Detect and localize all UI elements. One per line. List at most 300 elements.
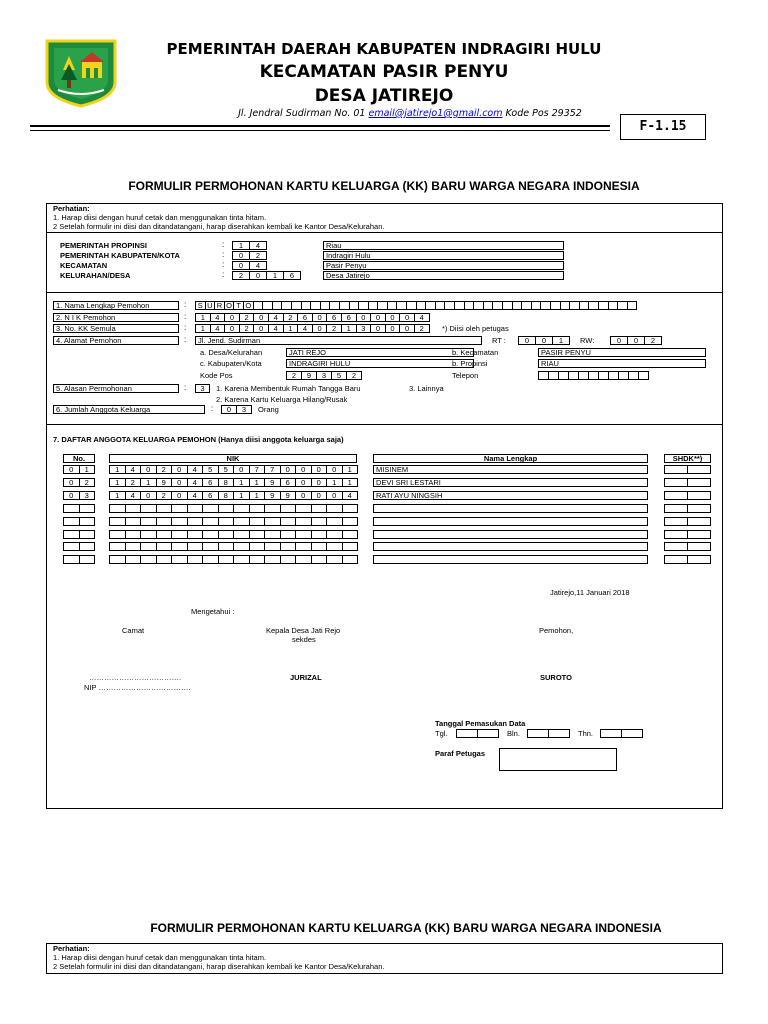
cell[interactable] xyxy=(280,517,297,526)
cell[interactable]: 2 xyxy=(125,478,142,487)
cell[interactable]: 0 xyxy=(610,336,628,345)
cell[interactable] xyxy=(125,555,142,564)
member-name-field[interactable] xyxy=(373,504,648,513)
cell[interactable] xyxy=(326,517,343,526)
cell[interactable] xyxy=(280,542,297,551)
cell[interactable] xyxy=(295,542,312,551)
cell[interactable]: 0 xyxy=(326,465,343,474)
cell[interactable]: 0 xyxy=(356,313,372,322)
name-cells[interactable] xyxy=(195,301,637,310)
cell[interactable] xyxy=(171,504,188,513)
members-cells[interactable] xyxy=(221,405,252,414)
member-no-cells[interactable] xyxy=(63,555,95,564)
cell[interactable]: 1 xyxy=(266,271,284,280)
cell[interactable]: 1 xyxy=(233,478,250,487)
cell[interactable]: 0 xyxy=(370,324,386,333)
cell[interactable]: 0 xyxy=(224,324,240,333)
colon: : xyxy=(184,383,187,392)
kabupaten-field[interactable]: INDRAGIRI HULU xyxy=(286,359,474,368)
cell[interactable] xyxy=(638,371,649,380)
cell[interactable]: 2 xyxy=(232,271,250,280)
cell[interactable] xyxy=(233,542,250,551)
cell[interactable] xyxy=(264,504,281,513)
cell[interactable] xyxy=(664,478,688,487)
member-no-cells[interactable] xyxy=(63,478,95,487)
cell[interactable] xyxy=(63,517,80,526)
cell[interactable]: 4 xyxy=(342,491,359,500)
cell[interactable]: 4 xyxy=(297,324,313,333)
region-name-field[interactable]: Desa Jatirejo xyxy=(323,271,564,280)
cell[interactable] xyxy=(342,504,359,513)
cell[interactable] xyxy=(687,542,711,551)
cell[interactable]: O xyxy=(243,301,254,310)
thn-cells[interactable] xyxy=(600,729,643,738)
cell[interactable]: 4 xyxy=(125,465,142,474)
cell[interactable]: 1 xyxy=(283,324,299,333)
cell[interactable] xyxy=(63,504,80,513)
cell[interactable] xyxy=(342,517,359,526)
cell[interactable] xyxy=(140,542,157,551)
cell[interactable]: 5 xyxy=(331,371,347,380)
member-nik-cells[interactable] xyxy=(109,504,358,513)
cell[interactable] xyxy=(664,555,688,564)
member-name-field[interactable]: DEVI SRI LESTARI xyxy=(373,478,648,487)
cell[interactable] xyxy=(79,517,96,526)
cell[interactable]: 4 xyxy=(187,491,204,500)
cell[interactable]: 0 xyxy=(370,313,386,322)
cell[interactable] xyxy=(280,504,297,513)
cell[interactable]: 6 xyxy=(202,491,219,500)
cell[interactable] xyxy=(187,530,204,539)
cell[interactable] xyxy=(295,555,312,564)
cell[interactable]: 4 xyxy=(268,313,284,322)
cell[interactable] xyxy=(125,530,142,539)
cell[interactable] xyxy=(171,530,188,539)
cell[interactable] xyxy=(342,555,359,564)
cell[interactable]: 0 xyxy=(171,491,188,500)
region-code-cells[interactable] xyxy=(232,251,267,260)
cell[interactable]: 0 xyxy=(63,478,80,487)
cell[interactable] xyxy=(687,555,711,564)
cell[interactable] xyxy=(326,555,343,564)
cell[interactable]: 0 xyxy=(233,465,250,474)
cell[interactable] xyxy=(627,301,638,310)
cell[interactable]: 1 xyxy=(232,241,250,250)
cell[interactable] xyxy=(202,542,219,551)
cell[interactable]: 9 xyxy=(156,478,173,487)
cell[interactable] xyxy=(218,517,235,526)
member-nik-cells[interactable] xyxy=(109,542,358,551)
cell[interactable] xyxy=(202,555,219,564)
cell[interactable] xyxy=(687,530,711,539)
cell[interactable] xyxy=(63,530,80,539)
cell[interactable] xyxy=(187,555,204,564)
cell[interactable]: 0 xyxy=(224,313,240,322)
cell[interactable]: 6 xyxy=(283,271,301,280)
member-nik-cells[interactable] xyxy=(109,465,358,474)
cell[interactable] xyxy=(295,517,312,526)
cell[interactable] xyxy=(79,555,96,564)
cell[interactable]: 0 xyxy=(399,313,415,322)
member-shdk-cells[interactable] xyxy=(664,504,711,513)
cell[interactable]: 2 xyxy=(239,324,255,333)
place-date: Jatirejo,11 Januari 2018 xyxy=(550,588,630,597)
member-shdk-cells[interactable] xyxy=(664,542,711,551)
cell[interactable]: 4 xyxy=(210,313,226,322)
cell[interactable] xyxy=(548,729,570,738)
member-no-cells[interactable] xyxy=(63,465,95,474)
cell[interactable] xyxy=(125,542,142,551)
cell[interactable]: 2 xyxy=(156,465,173,474)
cell[interactable]: 2 xyxy=(79,478,96,487)
cell[interactable] xyxy=(664,530,688,539)
footer-title: FORMULIR PERMOHONAN KARTU KELUARGA (KK) BARU WARGA NEGARA INDONESIA xyxy=(150,921,662,935)
colon: : xyxy=(184,323,187,332)
cell[interactable] xyxy=(109,530,126,539)
telepon-cells[interactable] xyxy=(538,371,649,380)
member-nik-cells[interactable] xyxy=(109,491,358,500)
cell[interactable] xyxy=(342,542,359,551)
colon: : xyxy=(184,300,187,309)
member-no-cells[interactable] xyxy=(63,517,95,526)
cell[interactable] xyxy=(156,555,173,564)
kodepos-cells[interactable] xyxy=(286,371,362,380)
region-name-field[interactable]: Pasir Penyu xyxy=(323,261,564,270)
propinsi-field[interactable]: RIAU xyxy=(538,359,706,368)
member-no-cells[interactable] xyxy=(63,491,95,500)
cell[interactable]: O xyxy=(224,301,235,310)
cell[interactable]: 0 xyxy=(295,491,312,500)
cell[interactable]: 4 xyxy=(210,324,226,333)
family-heading: 7. DAFTAR ANGGOTA KELUARGA PEMOHON (Hanya diisi anggota keluarga saja) xyxy=(53,435,344,444)
cell[interactable]: 7 xyxy=(264,465,281,474)
cell[interactable]: 8 xyxy=(218,478,235,487)
cell[interactable] xyxy=(171,542,188,551)
cell[interactable] xyxy=(264,530,281,539)
cell[interactable]: 1 xyxy=(79,465,96,474)
cell[interactable]: 1 xyxy=(109,491,126,500)
cell[interactable] xyxy=(233,504,250,513)
region-code-cells[interactable] xyxy=(232,271,301,280)
cell[interactable] xyxy=(295,504,312,513)
member-no-cells[interactable] xyxy=(63,530,95,539)
rt-cells[interactable] xyxy=(518,336,570,345)
cell[interactable]: 0 xyxy=(312,313,328,322)
cell[interactable] xyxy=(79,504,96,513)
cell[interactable] xyxy=(125,517,142,526)
cell[interactable]: 6 xyxy=(202,478,219,487)
member-nik-cells[interactable] xyxy=(109,530,358,539)
cell[interactable]: 4 xyxy=(125,491,142,500)
member-name-field[interactable] xyxy=(373,530,648,539)
cell[interactable]: 1 xyxy=(140,478,157,487)
cell[interactable]: 0 xyxy=(385,324,401,333)
cell[interactable]: 2 xyxy=(249,251,267,260)
region-name-field[interactable]: Riau xyxy=(323,241,564,250)
cell[interactable]: 2 xyxy=(239,313,255,322)
cell[interactable]: 0 xyxy=(63,465,80,474)
cell[interactable] xyxy=(264,517,281,526)
cell[interactable] xyxy=(218,555,235,564)
cell[interactable]: 1 xyxy=(249,478,266,487)
cell[interactable]: 1 xyxy=(552,336,570,345)
cell[interactable] xyxy=(600,729,622,738)
cell[interactable] xyxy=(687,465,711,474)
member-no-cells[interactable] xyxy=(63,542,95,551)
region-name-field[interactable]: Indragiri Hulu xyxy=(323,251,564,260)
cell[interactable] xyxy=(249,530,266,539)
cell[interactable]: 1 xyxy=(109,478,126,487)
cell[interactable]: 2 xyxy=(283,313,299,322)
cell[interactable] xyxy=(156,517,173,526)
cell[interactable] xyxy=(342,530,359,539)
cell[interactable]: 1 xyxy=(233,491,250,500)
cell[interactable]: S xyxy=(195,301,206,310)
cell[interactable]: 2 xyxy=(346,371,362,380)
cell[interactable] xyxy=(171,517,188,526)
cell[interactable]: 6 xyxy=(341,313,357,322)
cell[interactable]: 8 xyxy=(218,491,235,500)
address-field[interactable]: Jl. Jend. Sudirman xyxy=(195,336,482,345)
cell[interactable] xyxy=(171,555,188,564)
reason-value[interactable]: 3 xyxy=(195,384,210,393)
cell[interactable]: U xyxy=(205,301,216,310)
cell[interactable] xyxy=(233,555,250,564)
kk-note: *) Diisi oleh petugas xyxy=(442,324,509,333)
cell[interactable] xyxy=(156,504,173,513)
kecamatan-field[interactable]: PASIR PENYU xyxy=(538,348,706,357)
cell[interactable] xyxy=(527,729,549,738)
cell[interactable]: 0 xyxy=(326,491,343,500)
cell[interactable] xyxy=(63,542,80,551)
cell[interactable] xyxy=(621,729,643,738)
member-nik-cells[interactable] xyxy=(109,555,358,564)
member-shdk-cells[interactable] xyxy=(664,555,711,564)
cell[interactable]: 9 xyxy=(264,491,281,500)
cell[interactable]: 0 xyxy=(399,324,415,333)
cell[interactable] xyxy=(456,729,478,738)
cell[interactable]: 9 xyxy=(280,491,297,500)
cell[interactable]: 5 xyxy=(218,465,235,474)
cell[interactable]: 0 xyxy=(627,336,645,345)
cell[interactable] xyxy=(311,530,328,539)
cell[interactable] xyxy=(664,491,688,500)
cell[interactable] xyxy=(156,530,173,539)
cell[interactable]: 0 xyxy=(535,336,553,345)
cell[interactable]: 4 xyxy=(249,241,267,250)
member-name-field[interactable] xyxy=(373,542,648,551)
cell[interactable] xyxy=(326,504,343,513)
cell[interactable] xyxy=(664,504,688,513)
cell[interactable]: 1 xyxy=(342,478,359,487)
divider xyxy=(46,232,723,233)
cell[interactable]: 0 xyxy=(518,336,536,345)
cell[interactable]: 0 xyxy=(253,313,269,322)
cell[interactable] xyxy=(140,555,157,564)
cell[interactable] xyxy=(109,555,126,564)
member-nik-cells[interactable] xyxy=(109,478,358,487)
cell[interactable] xyxy=(109,517,126,526)
cell[interactable]: 3 xyxy=(356,324,372,333)
cell[interactable]: 4 xyxy=(249,261,267,270)
cell[interactable]: 0 xyxy=(171,478,188,487)
cell[interactable]: 4 xyxy=(414,313,430,322)
cell[interactable]: 2 xyxy=(156,491,173,500)
cell[interactable]: 0 xyxy=(280,465,297,474)
cell[interactable] xyxy=(280,555,297,564)
colon: : xyxy=(184,312,187,321)
cell[interactable]: 0 xyxy=(311,478,328,487)
cell[interactable]: 0 xyxy=(232,251,250,260)
cell[interactable]: 4 xyxy=(187,478,204,487)
cell[interactable] xyxy=(79,530,96,539)
cell[interactable] xyxy=(218,542,235,551)
cell[interactable]: 7 xyxy=(249,465,266,474)
cell[interactable] xyxy=(249,504,266,513)
cell[interactable] xyxy=(233,517,250,526)
cell[interactable]: 0 xyxy=(385,313,401,322)
cell[interactable]: 1 xyxy=(195,313,211,322)
member-nik-cells[interactable] xyxy=(109,517,358,526)
cell[interactable] xyxy=(664,517,688,526)
cell[interactable]: R xyxy=(214,301,225,310)
cell[interactable]: 1 xyxy=(341,324,357,333)
cell[interactable] xyxy=(249,555,266,564)
cell[interactable]: 2 xyxy=(326,324,342,333)
cell[interactable] xyxy=(125,504,142,513)
cell[interactable] xyxy=(687,478,711,487)
member-shdk-cells[interactable] xyxy=(664,491,711,500)
member-no-cells[interactable] xyxy=(63,504,95,513)
cell[interactable]: 2 xyxy=(644,336,662,345)
cell[interactable]: 0 xyxy=(171,465,188,474)
cell[interactable]: 6 xyxy=(297,313,313,322)
member-name-field[interactable] xyxy=(373,555,648,564)
cell[interactable]: 0 xyxy=(312,324,328,333)
cell[interactable] xyxy=(140,530,157,539)
email-link[interactable]: email@jatirejo1@gmail.com xyxy=(368,108,503,119)
cell[interactable]: 0 xyxy=(140,491,157,500)
cell[interactable] xyxy=(311,504,328,513)
cell[interactable]: 4 xyxy=(187,465,204,474)
cell[interactable]: 1 xyxy=(109,465,126,474)
cell[interactable]: 3 xyxy=(79,491,96,500)
cell[interactable] xyxy=(233,530,250,539)
cell[interactable]: 4 xyxy=(268,324,284,333)
member-shdk-cells[interactable] xyxy=(664,478,711,487)
cell[interactable] xyxy=(264,555,281,564)
cell[interactable]: 1 xyxy=(195,324,211,333)
cell[interactable]: 0 xyxy=(295,478,312,487)
cell[interactable]: 2 xyxy=(414,324,430,333)
cell[interactable]: 0 xyxy=(249,271,267,280)
cell[interactable]: 5 xyxy=(202,465,219,474)
member-shdk-cells[interactable] xyxy=(664,530,711,539)
nik-cells[interactable] xyxy=(195,313,430,322)
cell[interactable]: 0 xyxy=(311,491,328,500)
cell[interactable]: 1 xyxy=(342,465,359,474)
cell[interactable] xyxy=(156,542,173,551)
cell[interactable] xyxy=(264,542,281,551)
cell[interactable]: T xyxy=(233,301,244,310)
bln-cells[interactable] xyxy=(527,729,570,738)
cell[interactable] xyxy=(311,517,328,526)
cell[interactable] xyxy=(664,542,688,551)
cell[interactable] xyxy=(687,491,711,500)
member-name-field[interactable]: RATI AYU NINGSIH xyxy=(373,491,648,500)
col-nik-header: NIK xyxy=(109,454,357,463)
member-name-field[interactable]: MISINEM xyxy=(373,465,648,474)
cell[interactable] xyxy=(187,542,204,551)
cell[interactable]: 1 xyxy=(249,491,266,500)
member-name-field[interactable] xyxy=(373,517,648,526)
cell[interactable] xyxy=(202,517,219,526)
member-shdk-cells[interactable] xyxy=(664,517,711,526)
region-label: KECAMATAN xyxy=(60,261,108,270)
cell[interactable] xyxy=(249,542,266,551)
tgl-cells[interactable] xyxy=(456,729,499,738)
cell[interactable]: 3 xyxy=(316,371,332,380)
cell[interactable]: 0 xyxy=(232,261,250,270)
cell[interactable] xyxy=(63,555,80,564)
desa-field[interactable]: JATI REJO xyxy=(286,348,474,357)
cell[interactable]: 6 xyxy=(280,478,297,487)
cell[interactable] xyxy=(187,504,204,513)
cell[interactable] xyxy=(202,530,219,539)
paraf-box[interactable] xyxy=(499,748,617,771)
cell[interactable]: 0 xyxy=(221,405,237,414)
cell[interactable]: 6 xyxy=(326,313,342,322)
cell[interactable] xyxy=(109,504,126,513)
region-code-cells[interactable] xyxy=(232,261,267,270)
cell[interactable] xyxy=(477,729,499,738)
cell[interactable] xyxy=(79,542,96,551)
kk-cells[interactable] xyxy=(195,324,430,333)
cell[interactable] xyxy=(326,542,343,551)
cell[interactable] xyxy=(687,504,711,513)
cell[interactable]: 0 xyxy=(140,465,157,474)
camat-label: Camat xyxy=(122,626,145,635)
cell[interactable] xyxy=(326,530,343,539)
cell[interactable] xyxy=(280,530,297,539)
cell[interactable] xyxy=(664,465,688,474)
cell[interactable]: 0 xyxy=(63,491,80,500)
cell[interactable] xyxy=(109,542,126,551)
member-shdk-cells[interactable] xyxy=(664,465,711,474)
cell[interactable] xyxy=(140,517,157,526)
cell[interactable]: 0 xyxy=(311,465,328,474)
cell[interactable] xyxy=(202,504,219,513)
cell[interactable] xyxy=(311,555,328,564)
cell[interactable]: 2 xyxy=(286,371,302,380)
cell[interactable]: 0 xyxy=(253,324,269,333)
rw-cells[interactable] xyxy=(610,336,662,345)
cell[interactable]: 9 xyxy=(301,371,317,380)
cell[interactable] xyxy=(249,517,266,526)
cell[interactable] xyxy=(140,504,157,513)
cell[interactable]: 1 xyxy=(326,478,343,487)
cell[interactable] xyxy=(218,530,235,539)
cell[interactable] xyxy=(687,517,711,526)
region-code-cells[interactable] xyxy=(232,241,267,250)
cell[interactable] xyxy=(295,530,312,539)
cell[interactable] xyxy=(311,542,328,551)
cell[interactable]: 3 xyxy=(236,405,252,414)
cell[interactable]: 0 xyxy=(295,465,312,474)
cell[interactable] xyxy=(218,504,235,513)
cell[interactable]: 9 xyxy=(264,478,281,487)
cell[interactable] xyxy=(187,517,204,526)
